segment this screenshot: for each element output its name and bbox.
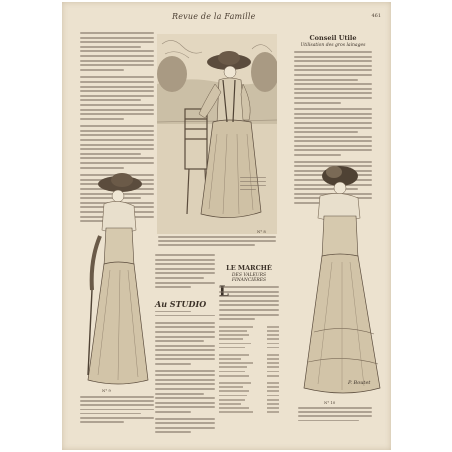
caption-left <box>80 396 154 425</box>
caption-right <box>298 407 372 424</box>
figure-number-right: N° 10 <box>324 400 336 405</box>
illustration-standing-woman-left <box>82 170 152 388</box>
artist-signature: P. Boutet <box>348 380 371 386</box>
market-column <box>219 262 279 416</box>
caption-center <box>158 236 276 249</box>
market-subtitle: DES VALEURS FINANCIÈRES <box>231 273 267 283</box>
right-column-title: Conseil Utile <box>309 34 357 42</box>
page-header-title: Revue de la Famille <box>172 12 256 21</box>
studio-column <box>155 254 215 436</box>
illustration-standing-woman-right <box>284 162 384 402</box>
page-number: 461 <box>371 13 381 19</box>
figure-number-left: N° 9 <box>102 388 111 393</box>
figure-number-center: N° 8 <box>257 229 266 234</box>
market-title: LE MARCHÉ <box>226 264 272 272</box>
magazine-page <box>62 2 391 450</box>
studio-title: Au STUDIO <box>155 298 207 309</box>
illustration-seated-woman <box>157 34 277 234</box>
right-column-subtitle: Utilisation des gros lainages <box>300 43 366 48</box>
caption-side <box>240 177 266 193</box>
market-table <box>219 326 279 413</box>
